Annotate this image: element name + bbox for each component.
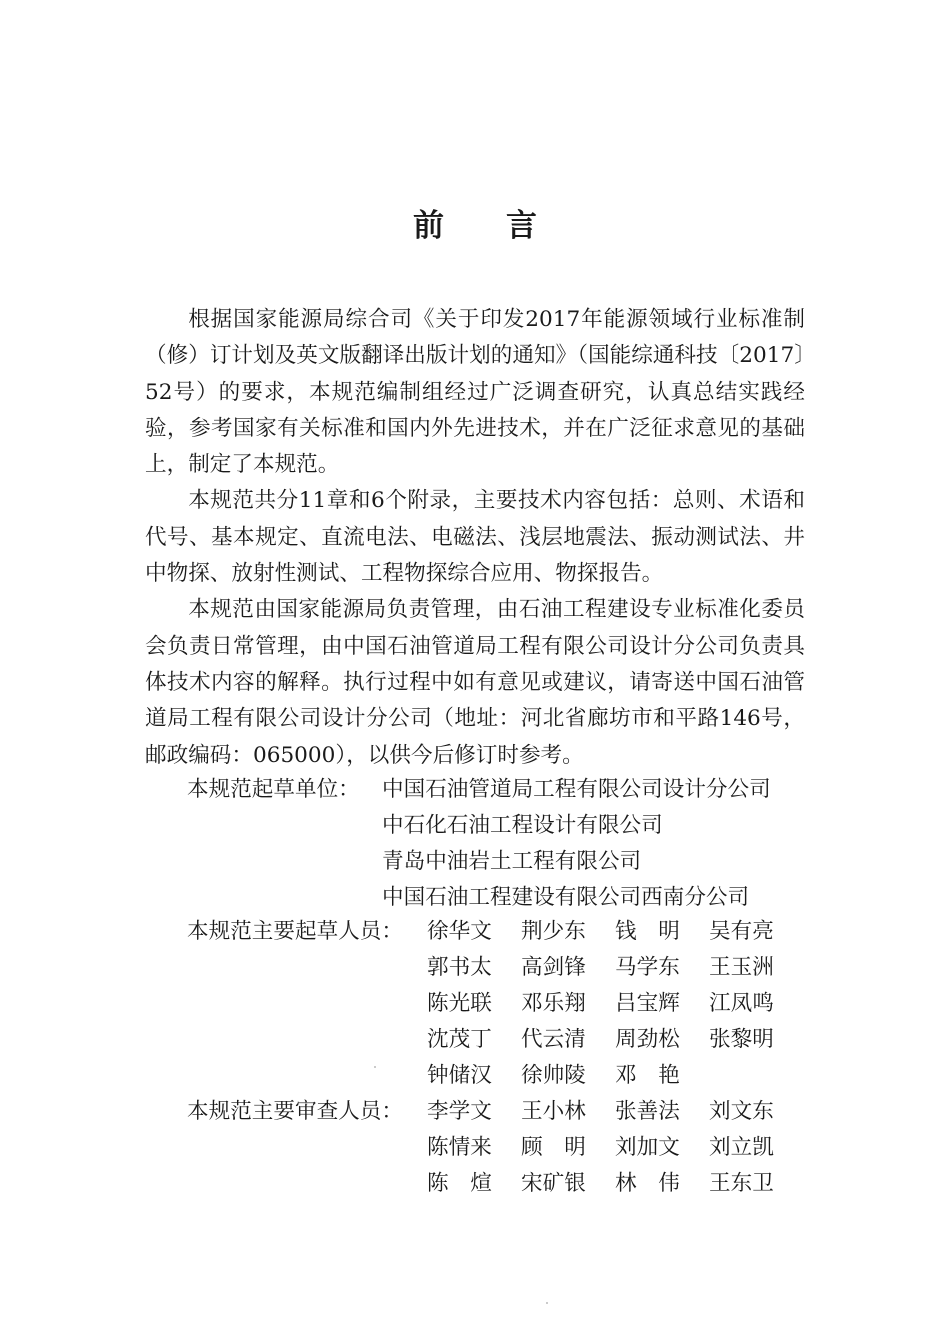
paragraph-basis: 根据国家能源局综合司《关于印发2017年能源领域行业标准制（修）订计划及英文版翻译出版计划的通知》（国能综通科技〔2017〕52号）的要求，本规范编制组经过广泛调查研究，认真总结实践经验，参考国家有关标准和国内外先进技术，并在广泛征求意见的基础上，制定了本规范。 — [145, 307, 805, 478]
preface-body — [145, 302, 805, 774]
drafter-name: 陈光联 — [427, 991, 492, 1016]
reviewer-name: 王东卫 — [709, 1171, 774, 1196]
drafter-name: 郭书太 — [427, 955, 492, 980]
drafter-name: 马学东 — [615, 955, 680, 980]
page-title: 前言 — [413, 208, 599, 244]
drafter-name: 吴有亮 — [709, 919, 774, 944]
drafter-name: 沈茂丁 — [427, 1027, 492, 1052]
drafter-name: 徐帅陵 — [521, 1063, 586, 1088]
scan-speck — [374, 1066, 376, 1068]
drafting-units-label: 本规范起草单位： — [187, 777, 360, 802]
drafting-unit: 中国石油工程建设有限公司西南分公司 — [382, 885, 750, 910]
drafter-name: 邓 艳 — [615, 1063, 680, 1088]
drafter-name: 王玉洲 — [709, 955, 774, 980]
drafting-unit: 中国石油管道局工程有限公司设计分公司 — [382, 777, 771, 802]
reviewer-name: 林 伟 — [615, 1171, 680, 1196]
paragraph-management: 本规范由国家能源局负责管理，由石油工程建设专业标准化委员会负责日常管理，由中国石油管道局工程有限公司设计分公司负责具体技术内容的解释。执行过程中如有意见或建议，请寄送中国石油管道局工程有限公司设计分公司（地址：河北省廊坊市和平路146号，邮政编码：065000），以供今后修订时参考。 — [145, 597, 805, 768]
drafter-name: 钟储汉 — [427, 1063, 492, 1088]
drafter-name: 张黎明 — [709, 1027, 774, 1052]
drafter-name: 钱 明 — [615, 919, 680, 944]
drafter-name: 徐华文 — [427, 919, 492, 944]
drafter-name: 代云清 — [521, 1027, 586, 1052]
main-reviewers-label: 本规范主要审查人员： — [187, 1099, 403, 1124]
reviewer-name: 顾 明 — [521, 1135, 586, 1160]
reviewer-name: 陈 煊 — [427, 1171, 492, 1196]
drafter-name: 江凤鸣 — [709, 991, 774, 1016]
reviewer-name: 张善法 — [615, 1099, 680, 1124]
paragraph-contents: 本规范共分11章和6个附录，主要技术内容包括：总则、术语和代号、基本规定、直流电法、电磁法、浅层地震法、振动测试法、井中物探、放射性测试、工程物探综合应用、物探报告。 — [145, 488, 805, 587]
drafter-name: 吕宝辉 — [615, 991, 680, 1016]
reviewer-name: 刘加文 — [615, 1135, 680, 1160]
reviewer-name: 刘文东 — [709, 1099, 774, 1124]
main-drafters-label: 本规范主要起草人员： — [187, 919, 403, 944]
reviewer-name: 宋矿银 — [521, 1171, 586, 1196]
drafter-name: 邓乐翔 — [521, 991, 586, 1016]
reviewer-name: 陈情来 — [427, 1135, 492, 1160]
scan-speck — [546, 1302, 548, 1304]
reviewer-name: 王小林 — [521, 1099, 586, 1124]
drafter-name: 周劲松 — [615, 1027, 680, 1052]
drafter-name: 荆少东 — [521, 919, 586, 944]
drafter-name: 高剑锋 — [521, 955, 586, 980]
reviewer-name: 李学文 — [427, 1099, 492, 1124]
reviewer-name: 刘立凯 — [709, 1135, 774, 1160]
drafting-unit: 中石化石油工程设计有限公司 — [382, 813, 663, 838]
drafting-unit: 青岛中油岩土工程有限公司 — [382, 849, 642, 874]
